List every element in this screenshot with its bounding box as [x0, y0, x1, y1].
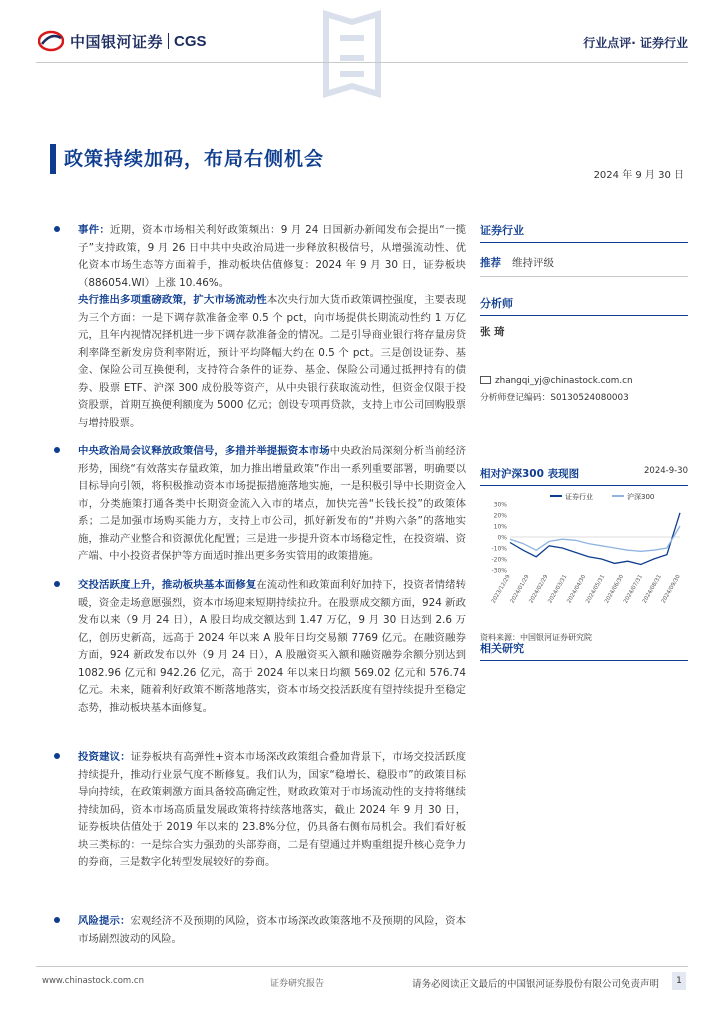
page-number: 1 — [672, 972, 686, 990]
paragraph-lead: 投资建议： — [78, 751, 131, 763]
cgs-watermark-icon — [318, 8, 386, 100]
report-date: 2024 年 9 月 30 日 — [593, 170, 684, 181]
galaxy-logo-icon — [38, 30, 64, 52]
x-tick-label: 2024/03/31 — [547, 574, 569, 605]
y-tick-label: 30% — [493, 501, 507, 509]
x-tick-label: 2024/07/31 — [622, 574, 644, 605]
rating-row — [480, 255, 688, 277]
paragraph-risk-warning — [46, 913, 466, 951]
paragraph-text: 近期，资本市场相关利好政策频出：9 月 24 日国新办新闻发布会提出“一揽子”支持政策，9 月 26 日中共中央政治局进一步释放积极信号，从增强流动性、优化资本市场生态等方面着手，推动板块估值修复：2024 年 9 月 30 日，证券板块（886054.WI）上涨 10.46%。 — [78, 224, 467, 289]
brand-name-en: CGS — [174, 32, 207, 50]
paragraph-investment-advice — [46, 749, 466, 909]
analyst-cert: 分析师登记编码：S0130524080003 — [480, 393, 629, 403]
chart-title-row — [480, 466, 688, 486]
paragraph-text: 本次央行加大货币政策调控强度，主要表现为三个方面：一是下调存款准备金率 0.5 个 pct，向市场提供长期流动性约 1 万亿元，且年内视情况择机进一步下调存款准备金的情况。二是引导商业银行将存量房贷利率降至新发房贷利率附近，预计平均降幅大约在 0.5 个 pct。三是创设证券、基金、保险公司互换便利，支持符合条件的证券、基金、保险公司通过抵押持有的债券、股票 ETF、沪深 300 成份股等资产，从中央银行获取流动性，但资金仅限于投资股票，首期互换便利额度为 5000 亿元；创设专项再贷款，支持上市公司回购股票与增持股票。 — [78, 294, 467, 429]
brand-name-cn: 中国银河证券 — [70, 32, 164, 51]
paragraph-lead: 交投活跃度上升，推动板块基本面修复 — [78, 579, 257, 591]
report-type: 行业点评· 证券行业 — [583, 36, 688, 50]
analyst-heading: 分析师 — [480, 295, 688, 316]
email-icon — [480, 376, 491, 384]
footer-url[interactable]: www.chinastock.com.cn — [42, 976, 144, 986]
chart-title: 相对沪深300 表现图 — [480, 468, 580, 480]
y-tick-label: 20% — [493, 512, 507, 520]
title-accent-bar — [50, 144, 56, 174]
footer-disclaimer: 请务必阅读正文最后的中国银河证券股份有限公司免责声明 — [412, 979, 660, 990]
y-tick-label: -20% — [491, 556, 507, 564]
paragraph-central-bank — [46, 292, 466, 439]
related-research — [480, 640, 688, 661]
x-tick-label: 2024/05/31 — [585, 574, 607, 605]
analyst-name: 张 琦 — [480, 326, 505, 338]
chart-source: 资料来源：中国银河证券研究院 — [480, 633, 592, 642]
paragraph-text: 中央政治局深刻分析当前经济形势，围绕“有效落实存量政策，加力推出增量政策”作出一系列重要部署，明确要以目标导向引领，将积极推动资本市场提振措施落地实施，一是积极引导中长期资金入市，分类施策打通各类中长期资金流入入市的堵点，加快完善“长钱长投”的政策体系；二是加强市场购买能力方，支持上市公司，抓好新发布的“并购六条”的落地实施，推动产业整合和资源优化配置；三是进一步提升资本市场稳定性，在投资端、资产端、中小投资者保护等方面适时推出更多务实管用的政策措施。 — [78, 445, 467, 562]
bullet-icon — [54, 447, 60, 453]
logo-divider — [168, 33, 169, 49]
related-research-heading: 相关研究 — [480, 640, 688, 661]
x-tick-label: 2024/09/30 — [660, 574, 682, 605]
analyst-email[interactable]: zhangqi_yj@chinastock.com.cn — [495, 376, 633, 386]
y-tick-label: -10% — [491, 545, 507, 553]
paragraph-lead: 央行推出多项重磅政策，扩大市场流动性 — [78, 294, 267, 306]
paragraph-politburo — [46, 443, 466, 573]
x-tick-label: 2024/08/31 — [641, 574, 663, 605]
report-title: 政策持续加码，布局右侧机会 — [64, 148, 325, 170]
paragraph-text: 证券板块有高弹性+资本市场深改政策组合叠加背景下，市场交投活跃度持续提升，推动行业景气度不断修复。我们认为，国家“稳增长、稳股市”的政策目标导向持续，在政策刺激方面具备较高确定性，财政政策对于市场流动性的支持将继续持续加码，资本市场高质量发展政策将持续落地落实，截止 2024 年 9 月 30 日，证券板块估值处于 2019 年以来的 23.8%分位，仍具备右侧布局机会。我们看好板块三类标的：一是综合实力强劲的头部券商，二是有望通过并购重组提升核心竞争力的券商，三是数字化转型发展较好的券商。 — [78, 751, 467, 868]
series-line-沪深300 — [510, 526, 680, 551]
series-line-证券行业 — [510, 513, 680, 565]
y-tick-label: -30% — [491, 567, 507, 575]
paragraph-text: 在流动性和政策面利好加持下，投资者情绪转暖，资金走场意愿强烈，资本市场迎来短期持续拉升。在股票成交额方面，924 新政发布以来（9 月 24 日），A 股日均成交额达到 1.47 万亿，9 月 30 日达到 2.6 万亿，创历史新高，远高于 2024 年以来 A 股年日均交易额 7769 亿元。在融资融券方面，924 新政发布以外（9 月 24 日），A 股融资买入额和融资融券余额分别达到 1082.96 亿元和 942.26 亿元，高于 2024 年以来日均额 569.02 亿元和 576.74 亿元。未来，随着利好政策不断落地落实，资本市场交投活跃度有望持续提升至稳定态势，推动板块基本面修复。 — [78, 579, 467, 714]
paragraph-lead: 事件： — [78, 224, 111, 236]
x-tick-label: 2023/12/29 — [490, 574, 512, 605]
x-tick-label: 2024/06/30 — [604, 574, 626, 605]
bullet-icon — [54, 581, 60, 587]
main-content — [46, 222, 466, 951]
x-tick-label: 2024/01/29 — [509, 574, 531, 605]
paragraph-lead: 风险提示： — [78, 915, 131, 927]
industry-heading: 证券行业 — [480, 222, 688, 243]
bullet-icon — [54, 753, 60, 759]
performance-chart-block — [480, 466, 688, 643]
analyst-contact — [480, 373, 688, 407]
legend-label: 沪深300 — [627, 493, 655, 501]
legend-label: 证券行业 — [565, 493, 593, 501]
bullet-icon — [54, 226, 60, 232]
paragraph-event — [46, 222, 466, 288]
paragraph-text: 宏观经济不及预期的风险，资本市场深改政策落地不及预期的风险，资本市场剧烈波动的风险。 — [78, 915, 467, 945]
x-tick-label: 2024/02/29 — [528, 574, 550, 605]
paragraph-trading-activity — [46, 577, 466, 745]
footer-divider — [36, 966, 688, 967]
sidebar — [480, 222, 688, 407]
y-tick-label: 10% — [493, 523, 507, 531]
bullet-icon — [54, 917, 60, 923]
header-divider — [36, 62, 688, 63]
brand-logo — [38, 30, 207, 52]
y-tick-label: 0% — [497, 534, 507, 542]
performance-chart — [480, 490, 688, 630]
paragraph-lead: 中央政治局会议释放政策信号，多措并举提振资本市场 — [78, 445, 330, 457]
chart-date: 2024-9-30 — [644, 466, 688, 476]
rating-value: 维持评级 — [512, 257, 554, 269]
rating-key: 推荐 — [480, 257, 501, 269]
footer-doc-type: 证券研究报告 — [270, 979, 325, 989]
x-tick-label: 2024/04/30 — [566, 574, 588, 605]
